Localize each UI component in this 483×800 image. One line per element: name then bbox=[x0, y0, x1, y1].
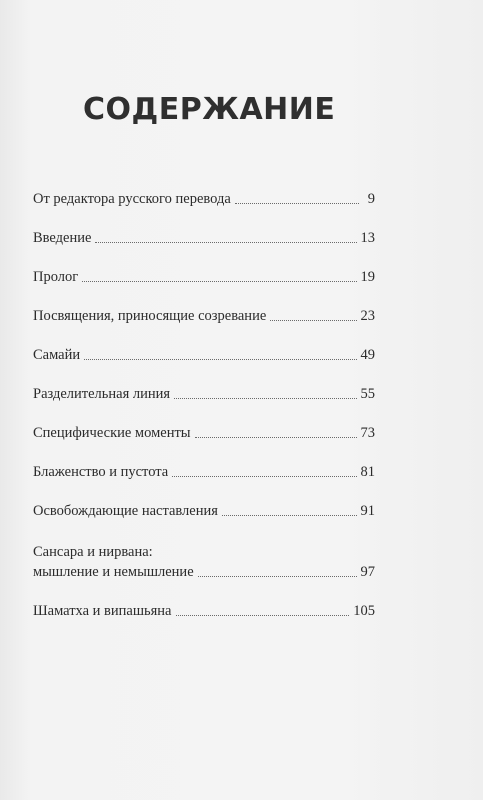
dot-leader bbox=[235, 203, 359, 204]
dot-leader bbox=[174, 398, 356, 399]
toc-entry-page: 73 bbox=[360, 425, 375, 441]
toc-entry bbox=[33, 346, 375, 364]
toc-entry-title: От редактора русского перевода bbox=[33, 191, 231, 207]
dot-leader bbox=[195, 437, 357, 438]
toc-entry-line bbox=[33, 561, 375, 581]
toc-entry-title-line1: Сансара и нирвана: bbox=[33, 544, 153, 560]
toc-entry-page: 19 bbox=[360, 269, 375, 285]
toc-entry-page: 49 bbox=[360, 347, 375, 363]
toc-list bbox=[33, 190, 375, 641]
toc-entry-title: Специфические моменты bbox=[33, 425, 191, 441]
toc-entry-title: мышление и немышление bbox=[33, 564, 194, 580]
dot-leader bbox=[176, 615, 350, 616]
dot-leader bbox=[270, 320, 356, 321]
toc-entry-page: 105 bbox=[353, 603, 375, 619]
toc-entry-title: Шаматха и випашьяна bbox=[33, 603, 172, 619]
toc-entry bbox=[33, 463, 375, 481]
toc-entry-page: 91 bbox=[360, 503, 375, 519]
dot-leader bbox=[95, 242, 356, 243]
toc-entry bbox=[33, 268, 375, 286]
toc-entry bbox=[33, 424, 375, 442]
toc-entry bbox=[33, 502, 375, 520]
toc-entry-title: Освобождающие наставления bbox=[33, 503, 218, 519]
dot-leader bbox=[82, 281, 356, 282]
toc-entry-page: 81 bbox=[360, 464, 375, 480]
dot-leader bbox=[222, 515, 357, 516]
toc-entry-title: Блаженство и пустота bbox=[33, 464, 169, 480]
toc-entry bbox=[33, 190, 375, 208]
toc-entry-page: 23 bbox=[360, 308, 375, 324]
dot-leader bbox=[172, 476, 356, 477]
toc-entry-page: 13 bbox=[360, 230, 375, 246]
toc-entry-title: Посвящения, приносящие созревание bbox=[33, 308, 267, 324]
toc-entry-title: Самайи bbox=[33, 347, 81, 363]
dot-leader bbox=[84, 359, 356, 360]
toc-entry-title: Введение bbox=[33, 230, 92, 246]
toc-entry-line bbox=[33, 541, 375, 561]
dot-leader bbox=[198, 576, 357, 577]
toc-entry bbox=[33, 541, 375, 581]
toc-entry-page: 97 bbox=[360, 564, 375, 580]
toc-entry bbox=[33, 602, 375, 620]
toc-entry-title: Пролог bbox=[33, 269, 79, 285]
toc-entry bbox=[33, 229, 375, 247]
toc-entry bbox=[33, 385, 375, 403]
toc-entry-page: 9 bbox=[367, 191, 375, 207]
toc-entry bbox=[33, 307, 375, 325]
toc-entry-title: Разделительная линия bbox=[33, 386, 171, 402]
toc-entry-page: 55 bbox=[360, 386, 375, 402]
toc-heading: СОДЕРЖАНИЕ bbox=[83, 92, 336, 127]
